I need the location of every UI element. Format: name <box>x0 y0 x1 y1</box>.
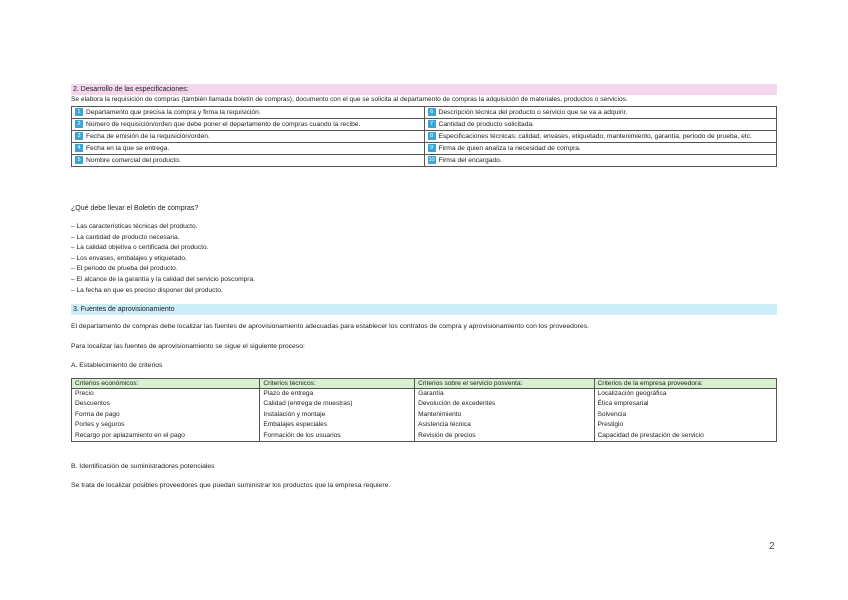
question-heading: ¿Qué debe llevar el Boletín de compras? <box>71 205 199 212</box>
field-text: Descripción técnica del producto o servicio que se va a adquirir. <box>438 109 628 116</box>
number-badge: 8 <box>428 132 436 140</box>
section-2-title: 2. Desarrollo de las especificaciones: <box>71 84 777 95</box>
list-item: – Los envases, embalajes y etiquetado. <box>71 254 187 262</box>
table-cell: Asistencia técnica <box>415 420 594 430</box>
table-row <box>72 143 777 155</box>
field-cell <box>72 143 425 155</box>
table-cell: Calidad (entrega de muestras) <box>260 399 415 409</box>
column-header: Criterios técnicos: <box>260 379 415 389</box>
table-cell: Plazo de entrega <box>260 389 415 400</box>
number-badge: 6 <box>428 108 436 116</box>
table-cell: Mantenimiento <box>415 410 594 420</box>
field-text: Fecha de emisión de la requisición/orden. <box>86 133 210 140</box>
field-text: Especificaciones técnicas: calidad, envases, etiquetado, mantenimiento, garantía, período de prueba, etc. <box>438 133 752 140</box>
list-item: – La fecha en que es preciso disponer del producto. <box>71 286 223 294</box>
table-cell: Solvencia <box>594 410 776 420</box>
table-cell: Prestigio <box>594 420 776 430</box>
field-cell <box>424 107 777 119</box>
page-number: 2 <box>769 541 775 552</box>
number-badge: 9 <box>428 144 436 152</box>
field-text: Cantidad de producto solicitada. <box>438 121 535 128</box>
table-row <box>72 410 777 420</box>
list-item: – El periodo de prueba del producto. <box>71 265 178 273</box>
column-header: Criterios económicos: <box>72 379 260 389</box>
list-item: – La calidad objetiva o certificada del producto. <box>71 244 209 252</box>
field-cell <box>424 143 777 155</box>
table-row <box>72 155 777 167</box>
table-cell: Devolución de excedentes <box>415 399 594 409</box>
question-list <box>71 222 255 296</box>
table-cell: Descuentos <box>72 399 260 409</box>
field-text: Fecha en la que se entrega. <box>86 145 170 152</box>
number-badge: 3 <box>75 132 83 140</box>
field-text: Nombre comercial del producto. <box>86 157 181 164</box>
section-3-paragraph: El departamento de compras debe localizar las fuentes de aprovisionamiento adecuadas para establecer los contratos de compra y aprovisionamiento con los proveedores. <box>71 323 589 330</box>
table-cell: Instalación y montaje <box>260 410 415 420</box>
table-cell: Capacidad de prestación de servicio <box>594 431 776 442</box>
table-row <box>72 431 777 442</box>
table-cell: Portes y seguros <box>72 420 260 430</box>
table-row <box>72 119 777 131</box>
field-text: Firma de quien analiza la necesidad de compra. <box>438 145 581 152</box>
table-cell: Ética empresarial <box>594 399 776 409</box>
table-cell: Recargo por aplazamiento en el pago <box>72 431 260 442</box>
field-text: Firma del encargado. <box>438 157 502 164</box>
number-badge: 7 <box>428 120 436 128</box>
requisition-fields-table <box>71 106 777 167</box>
table-header-row <box>72 379 777 389</box>
column-header: Criterios de la empresa proveedora: <box>594 379 776 389</box>
number-badge: 2 <box>75 120 83 128</box>
subsection-a-title: A. Establecimiento de criterios <box>71 362 163 369</box>
field-text: Número de requisición/orden que debe poner el departamento de compras cuando la recibe. <box>86 121 361 128</box>
table-row <box>72 420 777 430</box>
table-cell: Precio <box>72 389 260 400</box>
field-cell <box>72 131 425 143</box>
number-badge: 10 <box>428 157 435 164</box>
subsection-b-title: B. Identificación de suministradores potenciales <box>71 463 215 470</box>
table-cell: Formación de los usuarios <box>260 431 415 442</box>
process-intro: Para localizar las fuentes de aprovisionamiento se sigue el siguiente proceso: <box>71 343 305 350</box>
table-row <box>72 131 777 143</box>
table-cell: Forma de pago <box>72 410 260 420</box>
field-text: Departamento que precisa la compra y firma la requisición. <box>86 109 261 116</box>
table-cell: Localización geográfica <box>594 389 776 400</box>
section-3-title: 3. Fuentes de aprovisionamiento <box>71 304 777 315</box>
list-item: – Las características técnicas del producto. <box>71 223 198 230</box>
field-cell <box>72 155 425 167</box>
number-badge: 4 <box>75 144 83 152</box>
list-item: – El alcance de la garantía y la calidad del servicio poscompra. <box>71 275 255 283</box>
field-cell <box>424 155 777 167</box>
table-cell: Garantía <box>415 389 594 400</box>
field-cell <box>72 119 425 131</box>
field-cell <box>424 131 777 143</box>
field-cell <box>72 107 425 119</box>
table-row <box>72 389 777 400</box>
table-row <box>72 399 777 409</box>
section-2-intro: Se elabora la requisición de compras (también llamada boletín de compras), documento con el que se solicita al departamento de compras la adquisición de materiales, productos o servicios. <box>71 96 628 103</box>
number-badge: 1 <box>75 108 83 116</box>
list-item: – La cantidad de producto necesaria. <box>71 233 180 241</box>
criteria-table <box>71 378 777 442</box>
table-cell: Embalajes especiales <box>260 420 415 430</box>
field-cell <box>424 119 777 131</box>
table-cell: Revisión de precios <box>415 431 594 442</box>
column-header: Criterios sobre el servicio posventa: <box>415 379 594 389</box>
subsection-b-paragraph: Se trata de localizar posibles proveedores que puedan suministrar los productos que la empresa requiere. <box>71 482 391 489</box>
table-row <box>72 107 777 119</box>
number-badge: 5 <box>75 156 83 164</box>
